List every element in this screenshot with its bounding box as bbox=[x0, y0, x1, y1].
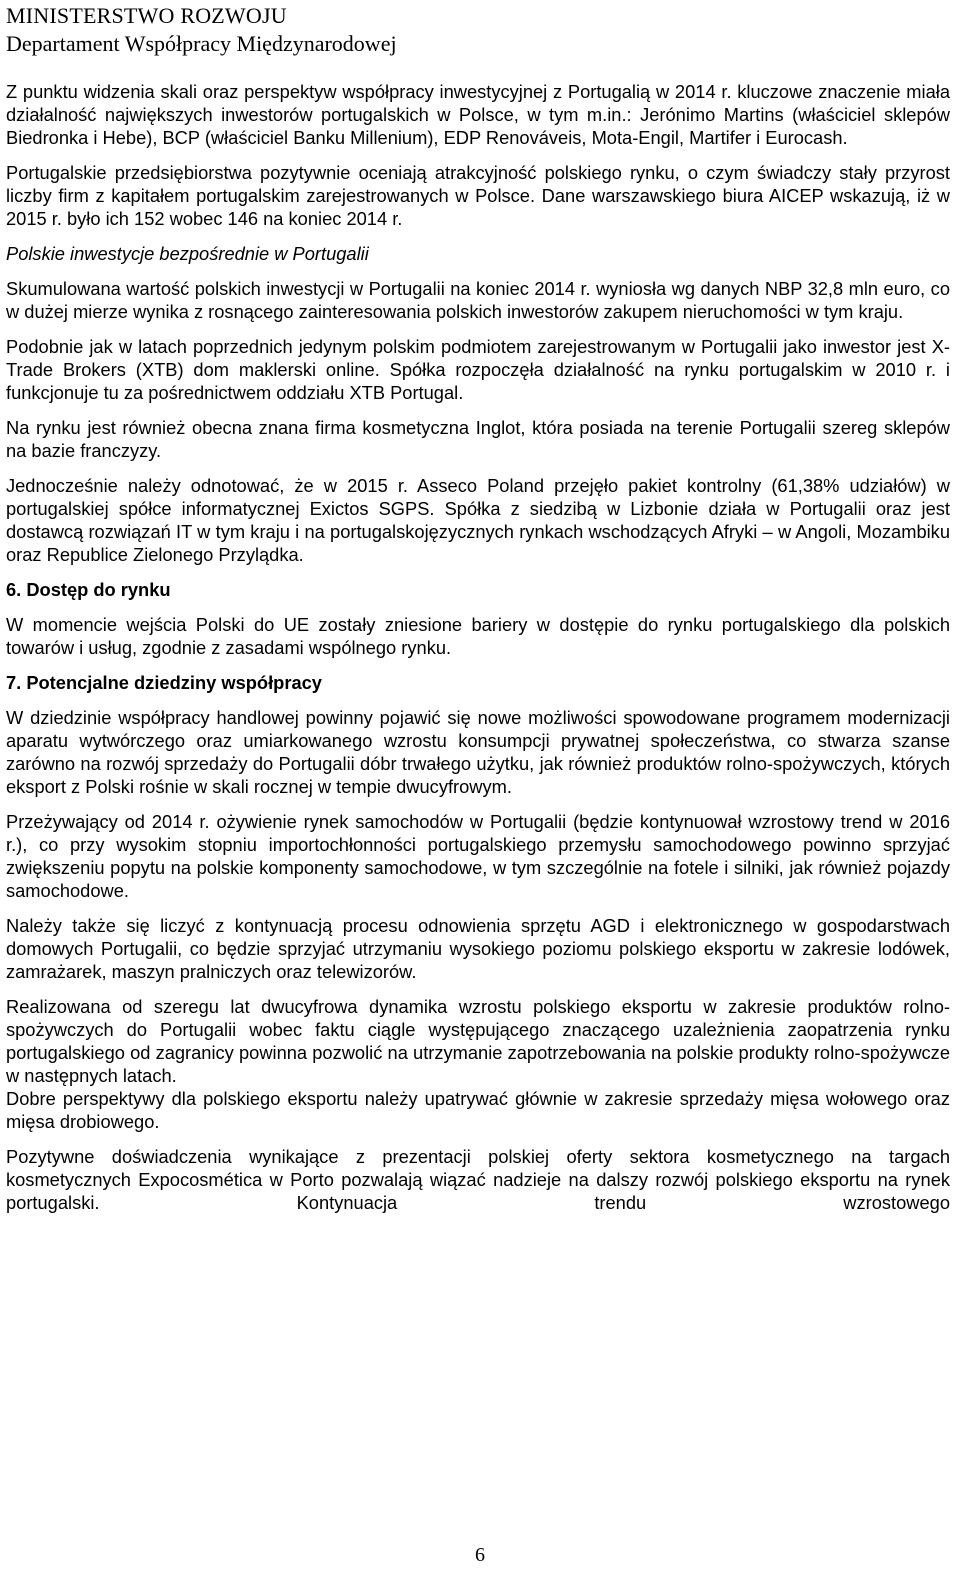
paragraph-inglot: Na rynku jest również obecna znana firma kosmetyczna Inglot, która posiada na terenie Portugalii szereg sklepów na bazie franczyzy. bbox=[6, 417, 950, 461]
paragraph-asseco: Jednocześnie należy odnotować, że w 2015 r. Asseco Poland przejęło pakiet kontrolny (61,38% udziałów) w portugalskiej spółce informatycznej Exictos SGPS. Spółka z siedzibą w Lizbonie działa w Portugalii oraz jest dostawcą rozwiązań IT w tym kraju i na portugalskojęzycznych rynkach wschodzących Afryki – w Angoli, Mozambiku oraz Republice Zielonego Przylądka. bbox=[6, 475, 950, 565]
ministry-name: MINISTERSTWO ROZWOJU bbox=[6, 3, 287, 28]
section-6-text: W momencie wejścia Polski do UE zostały zniesione bariery w dostępie do rynku portugalskiego dla polskich towarów i usług, zgodnie z zasadami wspólnego rynku. bbox=[6, 614, 950, 658]
section-7-paragraph-5: Pozytywne doświadczenia wynikające z prezentacji polskiej oferty sektora kosmetycznego na targach kosmetycznych Expocosmética w Porto pozwalają wiązać nadzieje na dalszy rozwój polskiego eksportu na rynek portugalski. Kontynuacja trendu wzrostowego bbox=[6, 1146, 950, 1213]
document-body bbox=[6, 80, 950, 1214]
section-7-paragraph-4: Realizowana od szeregu lat dwucyfrowa dynamika wzrostu polskiego eksportu w zakresie produktów rolno-spożywczych do Portugalii wobec faktu ciągle występującego znaczącego uzależnienia zaopatrzenia rynku portugalskiego od zagranicy powinna pozwolić na utrzymanie zapotrzebowania na polskie produkty rolno-spożywcze w następnych latach. bbox=[6, 996, 950, 1086]
section-6-heading: 6. Dostęp do rynku bbox=[6, 579, 171, 600]
paragraph-xtb: Podobnie jak w latach poprzednich jedynym polskim podmiotem zarejestrowanym w Portugalii jako inwestor jest X-Trade Brokers (XTB) dom maklerski online. Spółka rozpoczęła działalność na rynku portugalskim w 2010 r. i funkcjonuje tu za pośrednictwem oddziału XTB Portugal. bbox=[6, 336, 950, 403]
section-7-paragraph-2: Przeżywający od 2014 r. ożywienie rynek samochodów w Portugalii (będzie kontynuował wzrostowy trend w 2016 r.), co przy wysokim stopniu importochłonności portugalskiego przemysłu samochodowego powinno sprzyjać zwiększeniu popytu na polskie komponenty samochodowe, w tym szczególnie na fotele i silniki, jak również pojazdy samochodowe. bbox=[6, 811, 950, 901]
section-7-paragraph-4b: Dobre perspektywy dla polskiego eksportu należy upatrywać głównie w zakresie sprzedaży mięsa wołowego oraz mięsa drobiowego. bbox=[6, 1088, 950, 1132]
section-7-paragraph-3: Należy także się liczyć z kontynuacją procesu odnowienia sprzętu AGD i elektronicznego w gospodarstwach domowych Portugalii, co będzie sprzyjać utrzymaniu wysokiego poziomu polskiego eksportu w zakresie lodówek, zamrażarek, maszyn pralniczych oraz telewizorów. bbox=[6, 915, 950, 982]
paragraph-cumulative-value: Skumulowana wartość polskich inwestycji w Portugalii na koniec 2014 r. wyniosła wg danych NBP 32,8 mln euro, co w dużej mierze wynika z rosnącego zainteresowania polskich inwestorów zakupem nieruchomości w tym kraju. bbox=[6, 278, 950, 322]
paragraph-intro: Z punktu widzenia skali oraz perspektyw współpracy inwestycyjnej z Portugalią w 2014 r. kluczowe znaczenie miała działalność największych inwestorów portugalskich w Polsce, w tym m.in.: Jerónimo Martins (właściciel sklepów Biedronka i Hebe), BCP (właściciel Banku Millenium), EDP Renováveis, Mota-Engil, Martifer i Eurocash. bbox=[6, 81, 950, 148]
section-7-heading: 7. Potencjalne dziedziny współpracy bbox=[6, 672, 322, 693]
document-header bbox=[6, 2, 397, 58]
department-name: Departament Współpracy Międzynarodowej bbox=[6, 31, 397, 56]
paragraph-portuguese-companies: Portugalskie przedsiębiorstwa pozytywnie oceniają atrakcyjność polskiego rynku, o czym świadczy stały przyrost liczby firm z kapitałem portugalskim zarejestrowanych w Polsce. Dane warszawskiego biura AICEP wskazują, iż w 2015 r. było ich 152 wobec 146 na koniec 2014 r. bbox=[6, 162, 950, 229]
page-number: 6 bbox=[475, 1544, 485, 1566]
subheading-polish-investment: Polskie inwestycje bezpośrednie w Portugalii bbox=[6, 243, 369, 264]
section-7-paragraph-1: W dziedzinie współpracy handlowej powinny pojawić się nowe możliwości spowodowane programem modernizacji aparatu wytwórczego oraz umiarkowanego wzrostu konsumpcji prywatnej społeczeństwa, co stwarza szanse zarówno na rozwój sprzedaży do Portugalii dóbr trwałego użytku, jak również produktów rolno-spożywczych, których eksport z Polski rośnie w skali rocznej w tempie dwucyfrowym. bbox=[6, 707, 950, 797]
